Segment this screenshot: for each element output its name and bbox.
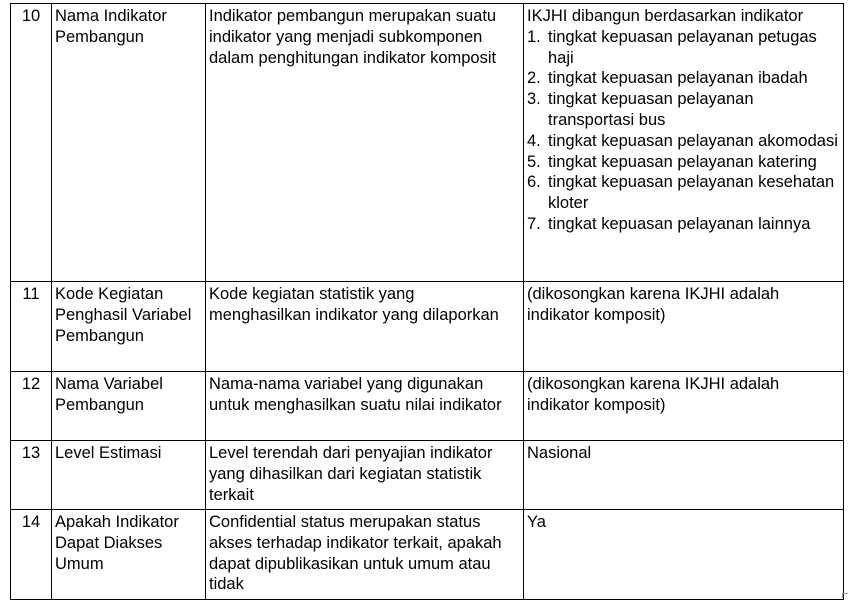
list-item-number: 2. <box>527 69 541 88</box>
list-item <box>527 152 840 173</box>
list-item <box>527 214 840 235</box>
row-value: (dikosongkan karena IKJHI adalah indikator komposit) <box>524 372 844 441</box>
list-item <box>527 68 840 89</box>
list-item-number: 5. <box>527 152 541 171</box>
row-value: (dikosongkan karena IKJHI adalah indikator komposit) <box>524 282 844 372</box>
value-intro: IKJHI dibangun berdasarkan indikator <box>527 7 804 25</box>
row-name: Level Estimasi <box>52 441 206 510</box>
page-corner-mark <box>842 593 848 598</box>
metadata-table <box>10 3 844 600</box>
list-item <box>527 131 840 152</box>
row-definition: Nama-nama variabel yang digunakan untuk menghasilkan suatu nilai indikator <box>206 372 524 441</box>
row-definition: Indikator pembangun merupakan suatu indikator yang menjadi subkomponen dalam penghitungan indikator komposit <box>206 4 524 282</box>
row-name: Kode Kegiatan Penghasil Variabel Pembangun <box>52 282 206 372</box>
row-number: 13 <box>11 441 52 510</box>
row-name: Nama Variabel Pembangun <box>52 372 206 441</box>
list-item-text: tingkat kepuasan pelayanan lainnya <box>548 214 811 233</box>
list-item-text: tingkat kepuasan pelayanan katering <box>548 152 817 171</box>
list-item-text: tingkat kepuasan pelayanan petugas haji <box>548 27 817 67</box>
row-number: 10 <box>11 4 52 282</box>
list-item-number: 4. <box>527 131 541 150</box>
row-definition: Level terendah dari penyajian indikator yang dihasilkan dari kegiatan statistik terkait <box>206 441 524 510</box>
list-item-number: 1. <box>527 27 541 46</box>
list-item-number: 6. <box>527 173 541 192</box>
row-value: Ya <box>524 510 844 600</box>
indicator-list <box>527 27 840 235</box>
list-item-text: tingkat kepuasan pelayanan transportasi bus <box>548 90 754 129</box>
row-name: Apakah Indikator Dapat Diakses Umum <box>52 510 206 600</box>
list-item-text: tingkat kepuasan pelayanan ibadah <box>548 69 808 88</box>
list-item-number: 7. <box>527 214 541 233</box>
list-item-text: tingkat kepuasan pelayanan akomodasi <box>548 131 838 150</box>
row-value <box>524 4 844 282</box>
row-name: Nama Indikator Pembangun <box>52 4 206 282</box>
table-row <box>11 510 844 600</box>
row-number: 14 <box>11 510 52 600</box>
row-number: 11 <box>11 282 52 372</box>
table-row <box>11 282 844 372</box>
table-row <box>11 4 844 282</box>
list-item <box>527 89 840 131</box>
list-item-number: 3. <box>527 90 541 109</box>
list-item <box>527 27 840 69</box>
table-row <box>11 372 844 441</box>
list-item-text: tingkat kepuasan pelayanan kesehatan kloter <box>548 173 835 213</box>
table-row <box>11 441 844 510</box>
row-definition: Confidential status merupakan status akses terhadap indikator terkait, apakah dapat dipublikasikan untuk umum atau tidak <box>206 510 524 600</box>
list-item <box>527 172 840 214</box>
row-value: Nasional <box>524 441 844 510</box>
row-number: 12 <box>11 372 52 441</box>
row-definition: Kode kegiatan statistik yang menghasilkan indikator yang dilaporkan <box>206 282 524 372</box>
